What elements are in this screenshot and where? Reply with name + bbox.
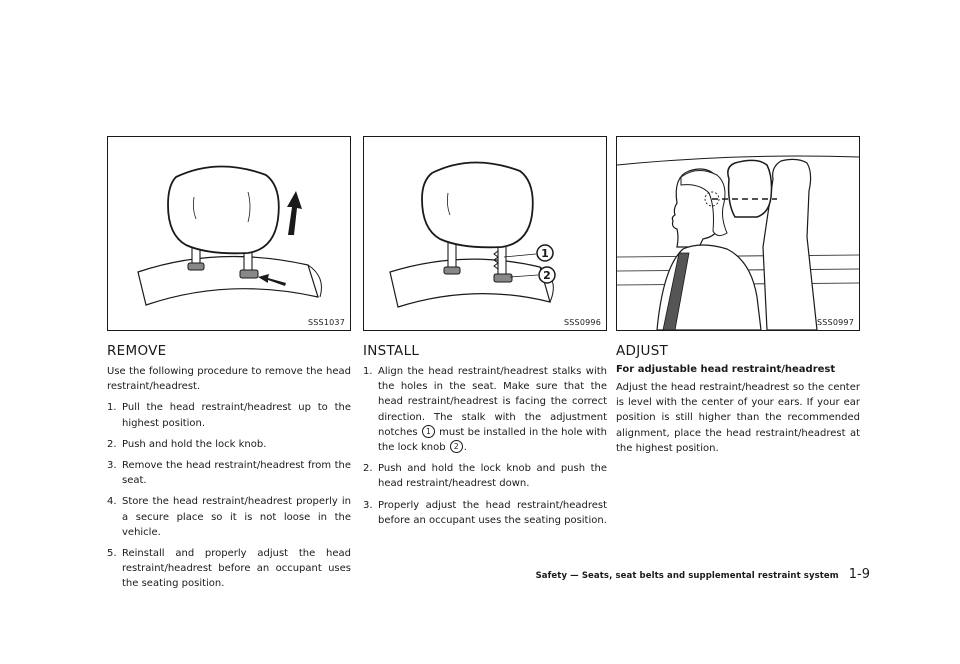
- step-text: .: [463, 442, 467, 454]
- step-text: Reinstall and properly adjust the head restraint/headrest before an occupant uses the seating position.: [122, 548, 351, 590]
- install-heading: INSTALL: [363, 343, 420, 359]
- install-step: [363, 364, 607, 455]
- callout-1-badge: 1: [422, 425, 435, 438]
- step-text: Store the head restraint/headrest properly in a secure place so it is not loose in the vehicle.: [122, 496, 351, 538]
- step-text: must be installed in the hole with the lock knob: [378, 426, 608, 454]
- step-number: 5.: [107, 548, 117, 560]
- step-text: Pull the head restraint/headrest up to the highest position.: [122, 402, 351, 429]
- install-steps: [363, 364, 607, 528]
- footer-section-title: Safety — Seats, seat belts and supplemental restraint system: [535, 571, 839, 581]
- step-number: 2.: [107, 438, 117, 450]
- step-number: 2.: [363, 463, 373, 475]
- install-figure: [363, 136, 607, 331]
- step-text: Align the head restraint/headrest stalks with the holes in the seat. Make sure that the head restraint/headrest is facing the correct direction. The stalk with the adjustment notches: [378, 366, 607, 438]
- step-number: 1.: [363, 366, 373, 377]
- callout-2-badge: 2: [450, 440, 463, 453]
- install-column: [363, 136, 607, 534]
- figure-code: SSS0997: [817, 318, 854, 327]
- page-footer: [490, 563, 870, 582]
- step-number: 1.: [107, 402, 117, 414]
- headrest-adjust-illustration: [617, 137, 859, 330]
- step-number: 3.: [107, 460, 117, 472]
- headrest-remove-illustration: [108, 137, 350, 330]
- remove-intro: Use the following procedure to remove the head restraint/headrest.: [107, 366, 351, 393]
- adjust-heading: ADJUST: [616, 343, 669, 359]
- figure-code: SSS0996: [564, 318, 601, 327]
- remove-step: [107, 400, 351, 430]
- step-number: 3.: [363, 499, 373, 511]
- step-text: Push and hold the lock knob and push the head restraint/headrest down.: [378, 463, 607, 490]
- remove-step: [107, 458, 351, 488]
- remove-step: [107, 494, 351, 540]
- install-step: [363, 461, 607, 491]
- callout-2: 2: [543, 269, 551, 282]
- remove-step: [107, 546, 351, 592]
- figure-code: SSS1037: [308, 318, 345, 327]
- adjust-body: Adjust the head restraint/headrest so the center is level with the center of your ears. If your ear position is still higher than the recommended alignment, place the head restraint/headrest at the highest position.: [616, 382, 860, 454]
- remove-steps: [107, 400, 351, 591]
- step-text: Push and hold the lock knob.: [122, 438, 267, 450]
- page-number: 1-9: [848, 567, 870, 582]
- step-text: Remove the head restraint/headrest from the seat.: [122, 460, 351, 487]
- step-text: Properly adjust the head restraint/headrest before an occupant uses the seating position.: [378, 499, 607, 526]
- remove-figure: [107, 136, 351, 331]
- adjust-figure: [616, 136, 860, 331]
- step-number: 4.: [107, 496, 117, 508]
- remove-heading: REMOVE: [107, 343, 167, 359]
- install-step: [363, 498, 607, 528]
- callout-1: 1: [541, 247, 549, 260]
- adjust-column: [616, 136, 860, 462]
- remove-column: [107, 136, 351, 598]
- headrest-install-illustration: [364, 137, 606, 330]
- adjust-subheading: For adjustable head restraint/headrest: [616, 364, 836, 375]
- remove-step: [107, 437, 351, 452]
